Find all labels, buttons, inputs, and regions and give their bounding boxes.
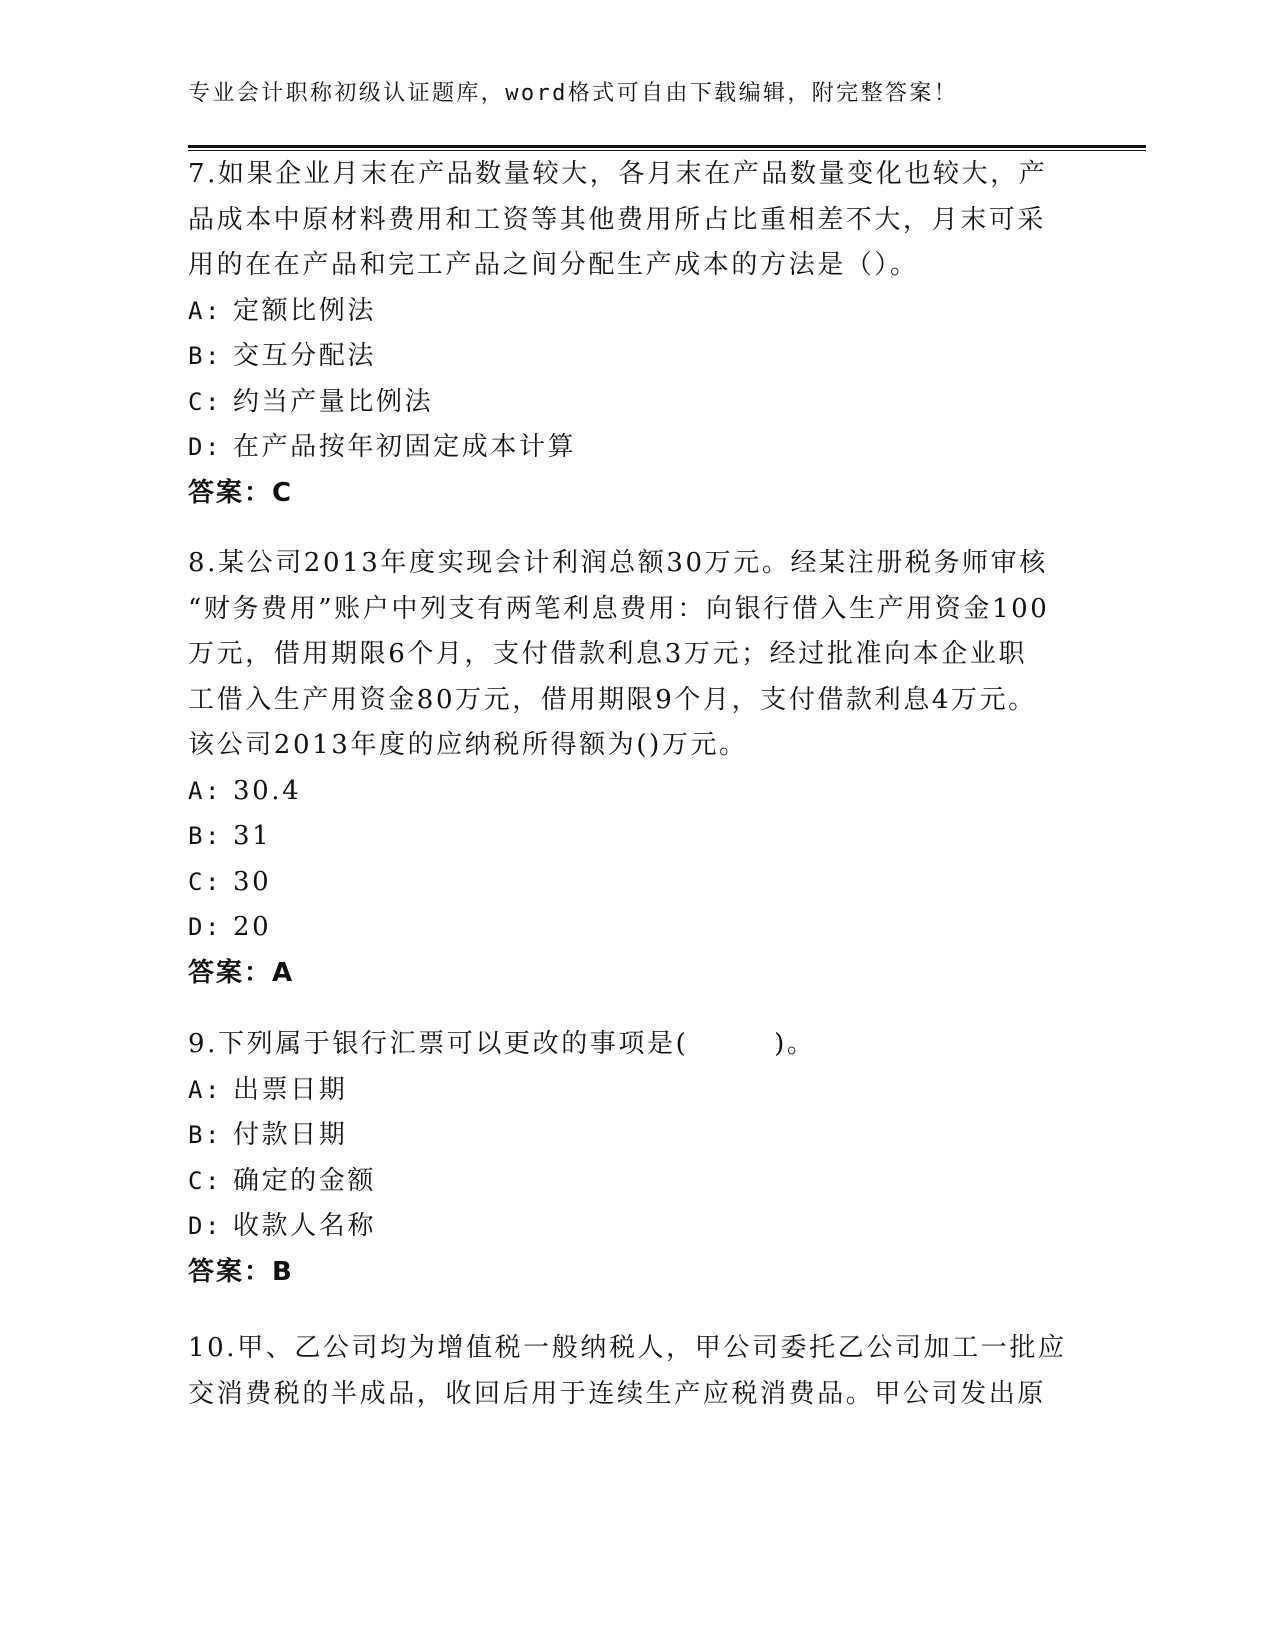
option-label: B: (188, 1121, 223, 1149)
option-c (188, 380, 1088, 426)
question-7 (188, 152, 1088, 516)
option-d (188, 1204, 1088, 1250)
option-text: 定额比例法 (232, 295, 376, 326)
option-b (188, 334, 1088, 380)
option-label: C: (188, 867, 223, 896)
option-label: C: (188, 387, 223, 416)
option-b (188, 814, 1088, 860)
page-header: 专业会计职称初级认证题库，word格式可自由下载编辑，附完整答案！ (188, 81, 959, 106)
option-d (188, 905, 1088, 951)
answer: 答案：B (188, 1256, 294, 1287)
question-9 (188, 1022, 1088, 1295)
option-text: 约当产量比例法 (232, 386, 434, 417)
question-10 (188, 1326, 1088, 1417)
option-d (188, 425, 1088, 471)
option-label: D: (188, 433, 223, 461)
header-rule-thin (188, 150, 1146, 151)
question-stem-line: 万元，借用期限6个月，支付借款利息3万元；经过批准向本企业职 (188, 639, 1028, 669)
option-label: B: (188, 342, 223, 370)
option-c (188, 1159, 1088, 1205)
option-text: 20 (232, 912, 272, 942)
option-label: B: (188, 822, 223, 850)
option-text: 30 (232, 866, 272, 897)
answer: 答案：C (188, 477, 294, 508)
option-a (188, 1068, 1088, 1114)
option-label: D: (188, 1212, 223, 1240)
option-label: A: (188, 296, 223, 325)
option-text: 交互分配法 (232, 341, 376, 371)
header-rule-thick (188, 145, 1146, 148)
question-stem-line: 10.甲、乙公司均为增值税一般纳税人，甲公司委托乙公司加工一批应 (188, 1333, 1067, 1363)
option-text: 收款人名称 (232, 1211, 376, 1241)
option-text: 付款日期 (232, 1120, 348, 1150)
option-c (188, 860, 1088, 906)
question-stem-line: 9.下列属于银行汇票可以更改的事项是( )。 (188, 1029, 816, 1059)
answer: 答案：A (188, 957, 295, 988)
option-a (188, 289, 1088, 335)
question-8 (188, 541, 1088, 996)
option-text: 在产品按年初固定成本计算 (232, 432, 577, 462)
option-text: 31 (232, 821, 272, 851)
question-stem-line: 7.如果企业月末在产品数量较大，各月末在产品数量变化也较大，产 (188, 159, 1048, 189)
option-text: 出票日期 (232, 1074, 348, 1105)
option-text: 30.4 (232, 775, 302, 806)
question-stem-line: 工借入生产用资金80万元，借用期限9个月，支付借款利息4万元。 (188, 684, 1037, 715)
question-stem-line: 品成本中原材料费用和工资等其他费用所占比重相差不大，月末可采 (188, 204, 1047, 235)
option-a (188, 769, 1088, 815)
question-stem-line: 该公司2013年度的应纳税所得额为()万元。 (188, 730, 748, 760)
question-stem-line: 8.某公司2013年度实现会计利润总额30万元。经某注册税务师审核 (188, 548, 1048, 578)
question-stem-line: “财务费用”账户中列支有两笔利息费用：向银行借入生产用资金100 (188, 593, 1050, 624)
option-text: 确定的金额 (232, 1165, 376, 1196)
question-stem-line: 交消费税的半成品，收回后用于连续生产应税消费品。甲公司发出原 (188, 1378, 1047, 1409)
option-label: A: (188, 1075, 223, 1104)
option-label: C: (188, 1166, 223, 1195)
option-b (188, 1113, 1088, 1159)
option-label: A: (188, 776, 223, 805)
option-label: D: (188, 913, 223, 941)
question-stem-line: 用的在在产品和完工产品之间分配生产成本的方法是（）。 (188, 250, 919, 280)
